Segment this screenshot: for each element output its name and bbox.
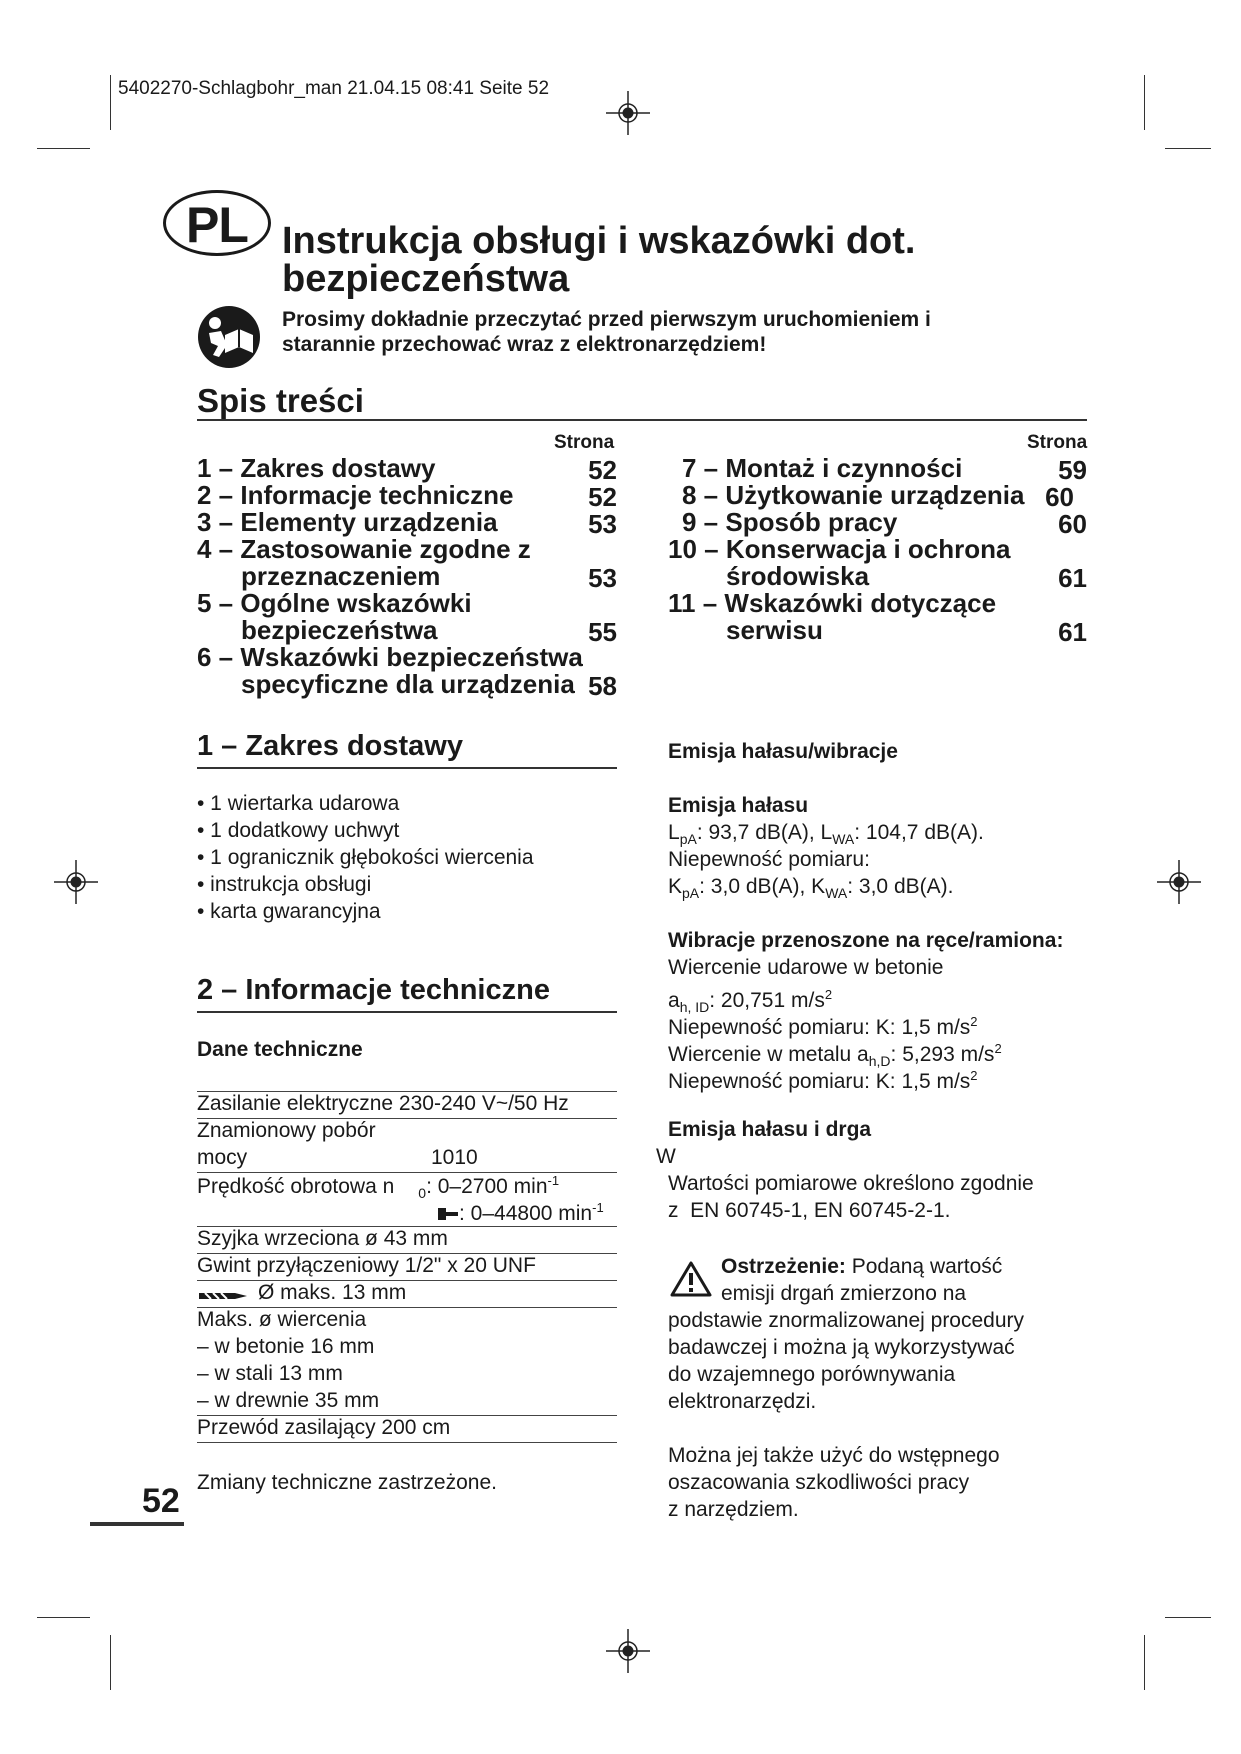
page-number-rule — [90, 1522, 184, 1526]
list-item: • 1 dodatkowy uchwyt — [197, 819, 400, 842]
vibration-line: $a_{h, ID}$: 20,751 $m/s^2$ — [668, 987, 833, 1016]
crop-mark — [1165, 1617, 1211, 1618]
spec-row: – w stali 13 mm — [197, 1362, 343, 1385]
delivery-list — [197, 790, 534, 925]
warning-text: emisji drgań zmierzono na — [721, 1282, 967, 1305]
toc-entry[interactable]: 11 – Wskazówki dotyczące serwisu — [668, 588, 997, 645]
stray-text: W — [656, 1145, 676, 1168]
intro-text — [282, 307, 931, 357]
drill-bit-icon — [199, 1289, 249, 1303]
toc-page-number: 59 — [1058, 455, 1087, 485]
language-badge: PL — [163, 190, 271, 256]
list-item: • 1 wiertarka udarowa — [197, 792, 400, 815]
spec-row: – w betonie 16 mm — [197, 1335, 375, 1358]
toc-page-number: 53 — [588, 563, 617, 593]
print-header: 5402270-Schlagbohr_man 21.04.15 08:41 Seite 52 — [118, 78, 550, 99]
list-item: • 1 ogranicznik głębokości wiercenia — [197, 846, 534, 869]
toc-entry[interactable]: 5 – Ogólne wskazówki bezpieczeństwa — [197, 588, 472, 645]
usage-text: z narzędziem. — [668, 1498, 799, 1521]
uncertainty-label: Niepewność pomiaru: — [668, 848, 870, 871]
warning-text: podstawie znormalizowanej procedury — [668, 1309, 1025, 1332]
divider — [197, 1011, 617, 1013]
spec-value: Ø maks. 13 mm — [258, 1281, 407, 1304]
toc-page-number: 60 — [1058, 509, 1087, 539]
toc-entry[interactable]: 3 – Elementy urządzenia — [197, 507, 498, 537]
spec-row: Zasilanie elektryczne 230-240 V~/50 Hz — [197, 1092, 569, 1115]
uncertainty-values: $K_{pA}$: 3,0 dB(A), $K_{WA}$: 3,0 dB(A). — [668, 875, 954, 902]
spec-row: Szyjka wrzeciona ø 43 mm — [197, 1227, 448, 1250]
toc-entry[interactable]: 2 – Informacje techniczne — [197, 480, 514, 510]
subsection-title: Wibracje przenoszone na ręce/ramiona: — [668, 929, 1064, 952]
standards-line: Wartości pomiarowe określono zgodnie — [668, 1172, 1034, 1195]
vibration-line: Wiercenie w metalu $a_{h,D}$: 5,293 $m/s^2$ — [668, 1041, 1002, 1070]
noise-values: $L_{pA}$: 93,7 dB(A), $L_{WA}$: 104,7 dB(A). — [668, 821, 984, 848]
spec-row: Prędkość obrotowa n $_0$: 0–2700 $\min^{-1}$ — [197, 1173, 560, 1202]
toc-page-number: 55 — [588, 617, 617, 647]
spec-row: Gwint przyłączeniowy 1/2" x 20 UNF — [197, 1254, 536, 1277]
hammer-mode-icon — [437, 1206, 459, 1222]
toc-entry[interactable]: 8 – Użytkowanie urządzenia — [682, 480, 1025, 510]
crop-mark — [37, 1617, 90, 1618]
list-item: • karta gwarancyjna — [197, 900, 381, 923]
subsection-title: Dane techniczne — [197, 1038, 363, 1061]
section-title: 2 – Informacje techniczne — [197, 974, 550, 1006]
toc-page-number: 53 — [588, 509, 617, 539]
spec-row: Znamionowy pobór — [197, 1119, 376, 1142]
toc-page-label: Strona — [554, 432, 615, 453]
registration-mark-icon — [1157, 860, 1201, 904]
toc-entry[interactable]: 10 – Konserwacja i ochrona środowiska — [668, 534, 1011, 591]
registration-mark-icon — [606, 1629, 650, 1673]
toc-page-number: 58 — [588, 671, 617, 701]
warning-text: do wzajemnego porównywania — [668, 1363, 956, 1386]
toc-entry[interactable]: 9 – Sposób pracy — [682, 507, 898, 537]
standards-line: z EN 60745-1, EN 60745-2-1. — [668, 1199, 951, 1222]
spec-row: mocy — [197, 1146, 248, 1169]
toc-page-number: 61 — [1058, 617, 1087, 647]
spec-row: Przewód zasilający 200 cm — [197, 1416, 451, 1439]
title-line: Instrukcja obsługi i wskazówki dot. — [282, 220, 916, 262]
warning-icon — [670, 1261, 712, 1297]
crop-mark — [1165, 148, 1211, 149]
toc-page-number: 52 — [588, 455, 617, 485]
vibration-line: Wiercenie udarowe w betonie — [668, 956, 944, 979]
spec-value: : 0–44800 $\min^{-1}$ — [459, 1200, 604, 1225]
crop-mark — [1144, 1635, 1145, 1690]
page-title — [282, 222, 915, 298]
registration-mark-icon — [606, 91, 650, 135]
divider — [197, 767, 617, 769]
vibration-line: Niepewność pomiaru: K: 1,5 $m/s^2$ — [668, 1068, 978, 1093]
intro-line: starannie przechować wraz z elektronarzędziem! — [282, 333, 767, 356]
crop-mark — [110, 1635, 111, 1690]
warning-text: badawczej i można ją wykorzystywać — [668, 1336, 1015, 1359]
technical-note: Zmiany techniczne zastrzeżone. — [197, 1471, 497, 1494]
toc-entry[interactable]: 1 – Zakres dostawy — [197, 453, 436, 483]
toc-entry[interactable]: 7 – Montaż i czynności — [682, 453, 963, 483]
section-title: 1 – Zakres dostawy — [197, 730, 463, 762]
page-number: 52 — [142, 1482, 180, 1520]
vibration-line: Niepewność pomiaru: K: 1,5 $m/s^2$ — [668, 1014, 978, 1039]
spec-value: 1010 — [431, 1146, 478, 1169]
toc-page-number: 60 — [1045, 482, 1074, 512]
subsection-title: Emisja hałasu — [668, 794, 809, 817]
read-manual-icon — [197, 305, 261, 369]
crop-mark — [1144, 75, 1145, 130]
subsection-title: Emisja hałasu i drga — [668, 1118, 872, 1141]
toc-page-label: Strona — [1027, 432, 1088, 453]
subsection-title: Emisja hałasu/wibracje — [668, 740, 898, 763]
spec-row: Maks. ø wiercenia — [197, 1308, 367, 1331]
usage-text: oszacowania szkodliwości pracy — [668, 1471, 970, 1494]
toc-page-number: 52 — [588, 482, 617, 512]
title-line: bezpieczeństwa — [282, 258, 570, 300]
toc-entry[interactable]: 6 – Wskazówki bezpieczeństwa specyficzne dla urządzenia — [197, 642, 583, 699]
toc-title: Spis treści — [197, 382, 364, 419]
crop-mark — [37, 148, 90, 149]
spec-row: – w drewnie 35 mm — [197, 1389, 380, 1412]
divider — [197, 419, 1087, 421]
warning-text: Ostrzeżenie: Podaną wartość — [721, 1255, 1003, 1278]
toc-page-number: 61 — [1058, 563, 1087, 593]
crop-mark — [110, 75, 111, 130]
list-item: • instrukcja obsługi — [197, 873, 372, 896]
toc-entry[interactable]: 4 – Zastosowanie zgodne z przeznaczeniem — [197, 534, 531, 591]
table-rule — [197, 1442, 617, 1443]
intro-line: Prosimy dokładnie przeczytać przed pierwszym uruchomieniem i — [282, 308, 931, 331]
usage-text: Można jej także użyć do wstępnego — [668, 1444, 1000, 1467]
registration-mark-icon — [54, 860, 98, 904]
warning-text: elektronarzędzi. — [668, 1390, 817, 1413]
